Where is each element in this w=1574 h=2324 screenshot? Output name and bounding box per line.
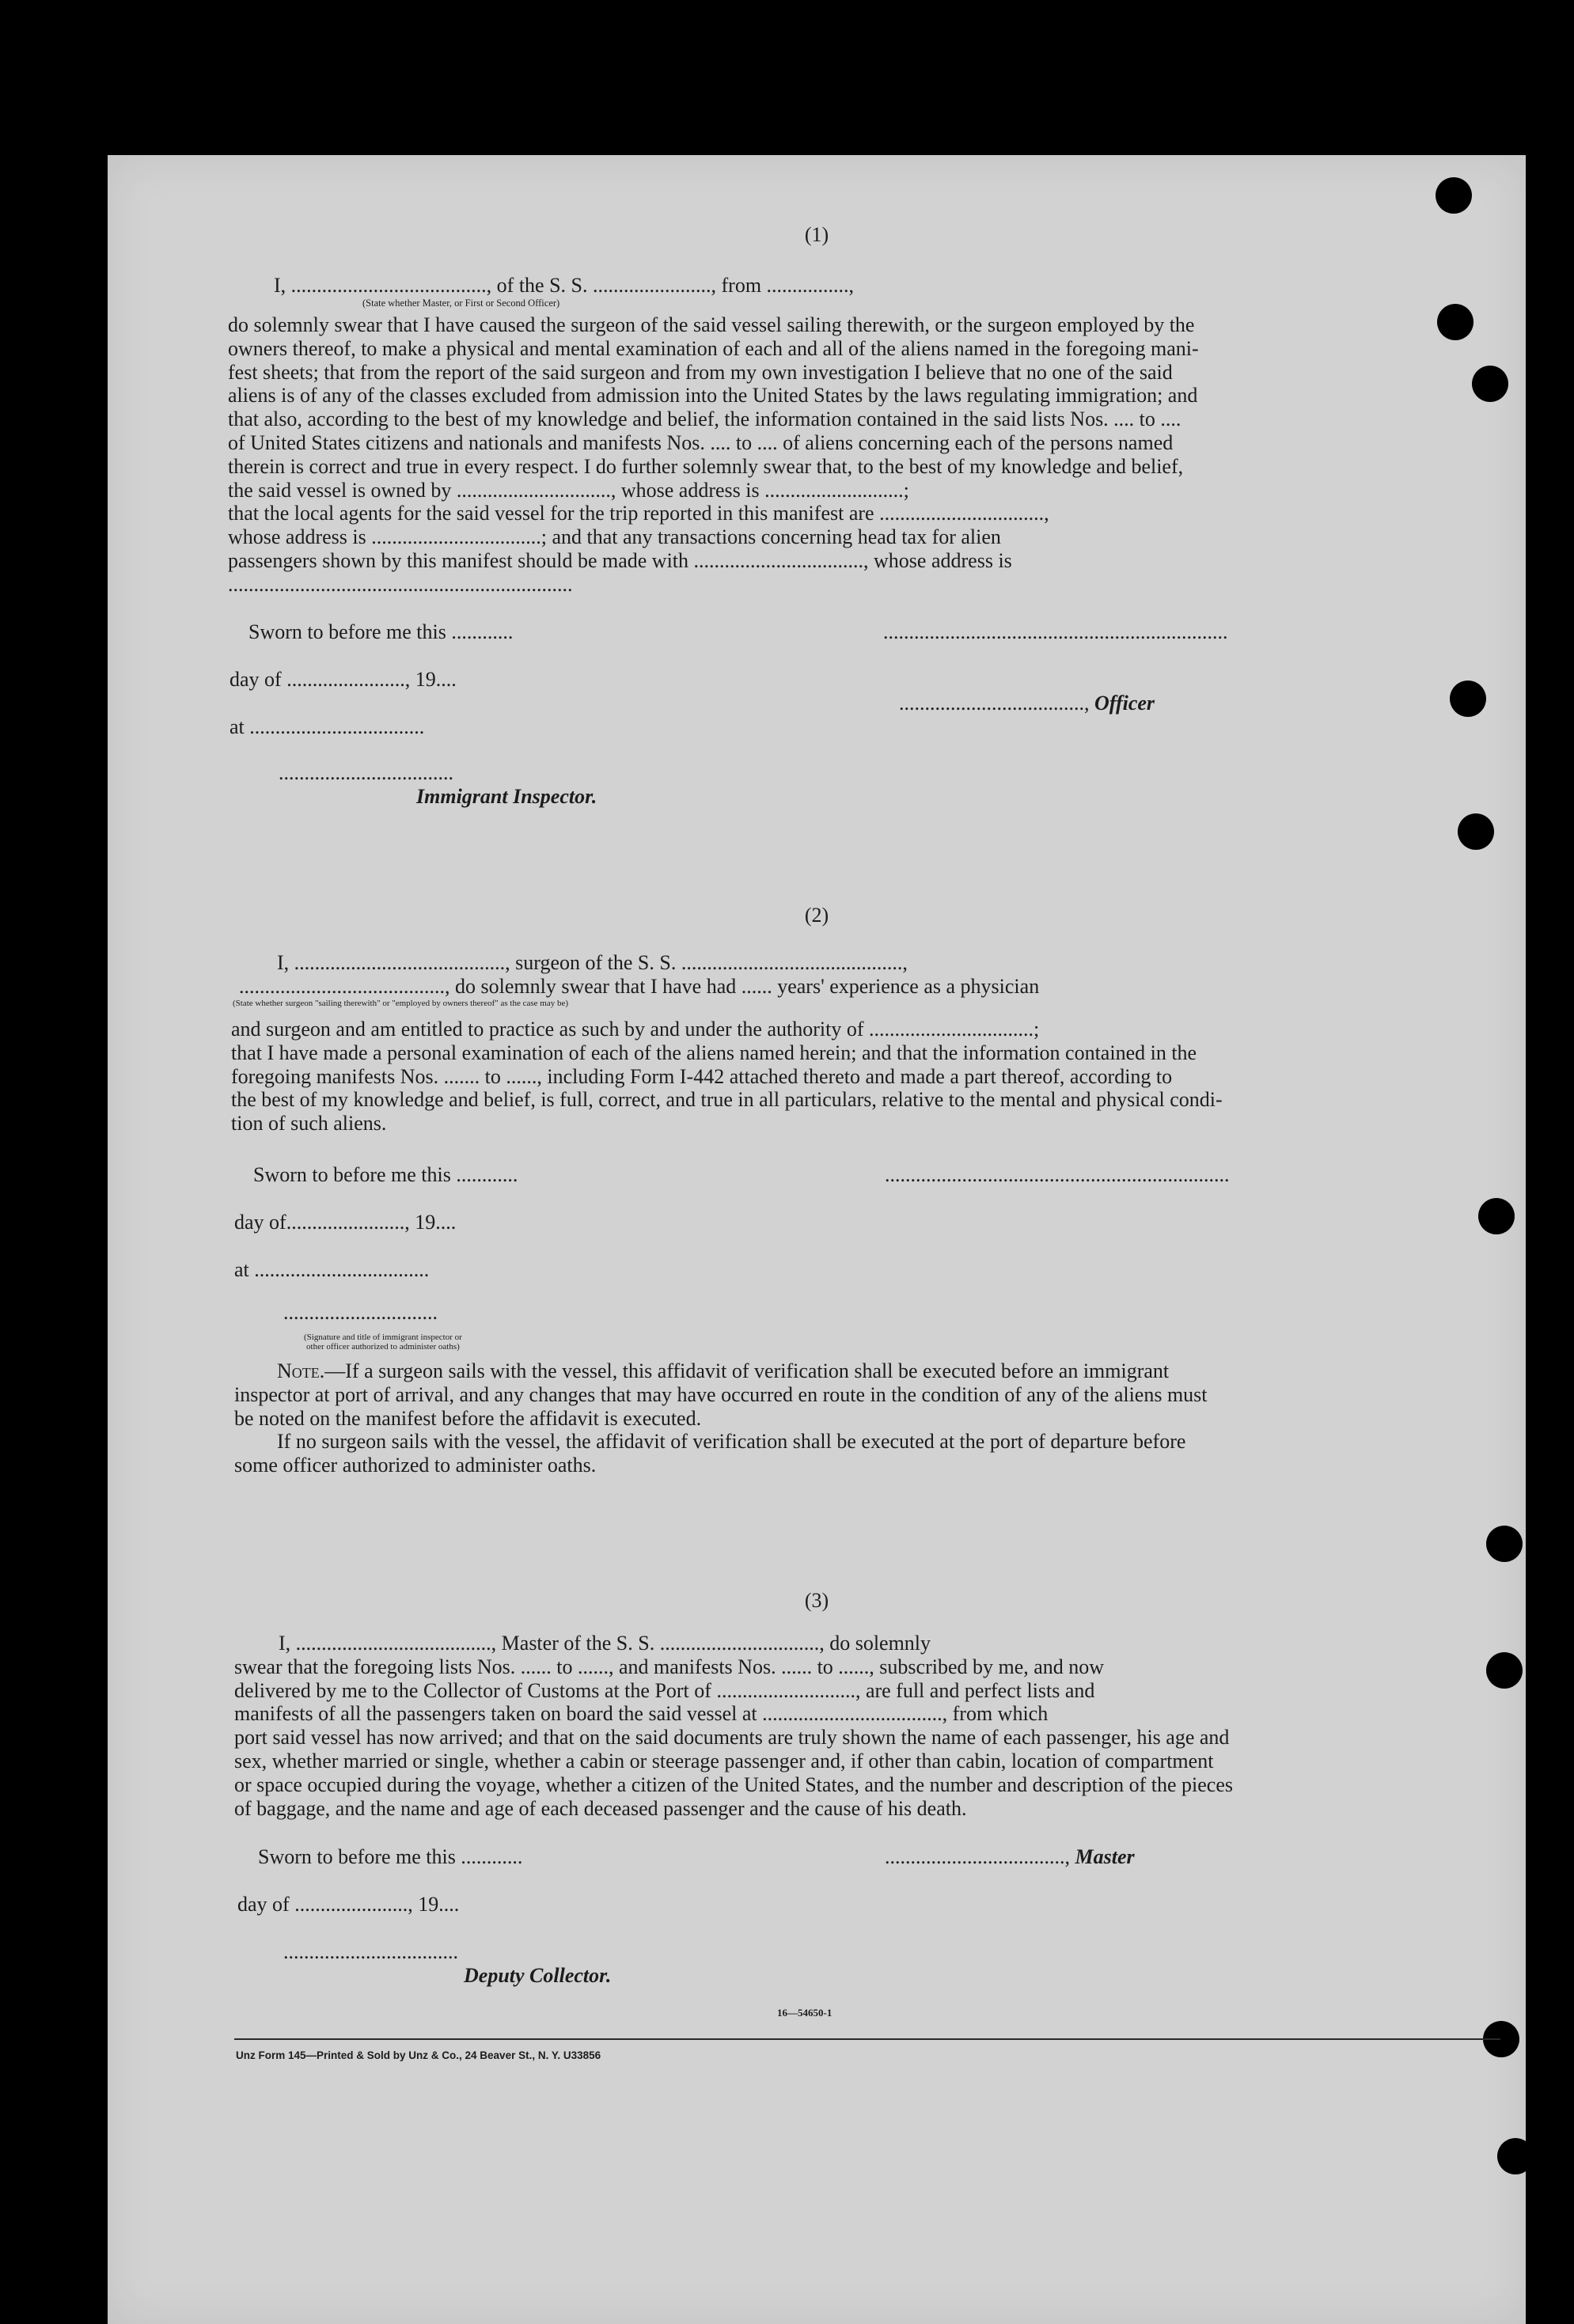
punch-hole xyxy=(1450,681,1486,717)
section-1-line: ................................................................... xyxy=(228,572,573,596)
note-line: some officer authorized to administer oaths. xyxy=(234,1454,597,1477)
section-2-line: and surgeon and am entitled to practice as such by and under the authority of ................................; xyxy=(231,1018,1040,1041)
section-1-first-line: I, ......................................, of the S. S. ......................., from ................, xyxy=(274,274,855,297)
section-3-line: of baggage, and the name and age of each deceased passenger and the cause of his death. xyxy=(234,1796,967,1820)
section-1-line: whose address is .................................; and that any transactions concerning head tax for alien xyxy=(228,525,1001,549)
section-3-line: manifests of all the passengers taken on board the said vessel at ..................................., from which xyxy=(234,1702,1049,1726)
punch-hole xyxy=(1436,177,1472,214)
section-1-first-line-note: (State whether Master, or First or Second Officer) xyxy=(362,298,560,309)
form-number: 16—54650-1 xyxy=(777,2007,833,2019)
section-3-sworn: Sworn to before me this ............ xyxy=(258,1845,523,1868)
section-1-line: passengers shown by this manifest should be made with ................................., whose address is xyxy=(228,548,1012,572)
printer-imprint: Unz Form 145—Printed & Sold by Unz & Co., 24 Beaver St., N. Y. U33856 xyxy=(236,2049,601,2061)
section-1-line: do solemnly swear that I have caused the surgeon of the said vessel sailing therewith, or the surgeon employed by the xyxy=(228,313,1195,336)
section-1-line: that also, according to the best of my knowledge and belief, the information contained in the said lists Nos. .... to .... xyxy=(228,408,1181,431)
section-3-line: delivered by me to the Collector of Customs at the Port of ..........................., are full and perfect lists and xyxy=(234,1678,1095,1702)
punch-hole xyxy=(1497,2138,1534,2174)
punch-hole xyxy=(1478,1198,1515,1234)
section-1-line: therein is correct and true in every respect. I do further solemnly swear that, to the best of my knowledge and belief, xyxy=(228,454,1184,478)
section-1-line: fest sheets; that from the report of the said surgeon and from my own investigation I believe that no one of the said xyxy=(228,360,1173,384)
section-2-body xyxy=(231,1018,1496,1135)
section-1-body xyxy=(228,313,1494,597)
section-2-second-line: ........................................, do solemnly swear that I have had ...... years' experience as a physician xyxy=(239,975,1040,998)
section-2-line: the best of my knowledge and belief, is full, correct, and true in all particulars, relative to the mental and physical condi- xyxy=(231,1088,1223,1112)
section-3-master-line xyxy=(885,1845,1135,1869)
section-1-sworn-line: ................................................................... xyxy=(883,620,1228,643)
section-3-body xyxy=(234,1632,1497,1820)
section-1-line: the said vessel is owned by .............................., whose address is ...........................; xyxy=(228,478,909,502)
section-2-signature-note xyxy=(304,1333,462,1352)
master-label: Master xyxy=(1075,1845,1135,1868)
section-3-line: port said vessel has now arrived; and that on the said documents are truly shown the name of each passenger, his age and xyxy=(234,1726,1230,1750)
section-3-day: day of ......................, 19.... xyxy=(237,1893,460,1916)
section-3-line: sex, whether married or single, whether a cabin or steerage passenger and, if other than cabin, location of compartment xyxy=(234,1749,1214,1772)
section-2-day: day of......................., 19.... xyxy=(234,1211,457,1234)
section-2-sworn-line: ................................................................... xyxy=(885,1163,1230,1186)
section-1-inspector-label: Immigrant Inspector. xyxy=(416,785,597,808)
section-3-line: or space occupied during the voyage, whether a citizen of the United States, and the number and description of the pieces xyxy=(234,1772,1234,1796)
section-3-deputy-label: Deputy Collector. xyxy=(464,1964,612,1987)
note-line: inspector at port of arrival, and any changes that may have occurred en route in the condition of any of the aliens must xyxy=(234,1382,1208,1406)
signature-note-line: (Signature and title of immigrant inspector or xyxy=(304,1333,462,1342)
officer-dots: ...................................., xyxy=(899,692,1094,715)
section-2-line: that I have made a personal examination of each of the aliens named herein; and that the information contained in the xyxy=(231,1041,1197,1064)
punch-hole xyxy=(1458,813,1494,850)
section-1-officer-line xyxy=(899,692,1155,715)
punch-hole xyxy=(1486,1526,1523,1562)
section-3-line: swear that the foregoing lists Nos. ...... to ......, and manifests Nos. ...... to ......, subscribed by me, and now xyxy=(234,1655,1105,1678)
section-2-line: foregoing manifests Nos. ....... to ......, including Form I-442 attached thereto and made a part thereof, according to xyxy=(231,1064,1173,1088)
section-1-line: that the local agents for the said vessel for the trip reported in this manifest are ................................, xyxy=(228,502,1049,525)
section-1-line: aliens is of any of the classes excluded from admission into the United States by the laws regulating immigration; and xyxy=(228,384,1198,408)
note-line: If no surgeon sails with the vessel, the affidavit of verification shall be executed at the port of departure before xyxy=(277,1430,1186,1454)
section-1-line: owners thereof, to make a physical and mental examination of each and all of the aliens named in the foregoing mani- xyxy=(228,336,1199,360)
section-1-sworn: Sworn to before me this ............ xyxy=(248,620,514,643)
master-dots: ..................................., xyxy=(885,1845,1075,1868)
section-3-number: (3) xyxy=(804,1589,829,1612)
section-2-second-line-note: (State whether surgeon "sailing therewith" or "employed by owners thereof" as the case may be) xyxy=(233,999,569,1008)
section-1-line: of United States citizens and nationals and manifests Nos. .... to .... of aliens concerning each of the persons named xyxy=(228,430,1174,454)
officer-label: Officer xyxy=(1094,692,1155,715)
section-1-number: (1) xyxy=(804,223,829,246)
section-2-sworn: Sworn to before me this ............ xyxy=(253,1163,518,1186)
footer-rule xyxy=(234,2038,1500,2040)
form-page xyxy=(108,155,1526,2324)
signature-note-line: other officer authorized to administer oaths) xyxy=(306,1342,460,1352)
section-1-at: at .................................. xyxy=(229,715,425,738)
section-2-note xyxy=(234,1359,1497,1477)
section-2-signature-dots: .............................. xyxy=(283,1301,438,1324)
section-2-number: (2) xyxy=(804,904,829,927)
section-3-deputy-dots: .................................. xyxy=(283,1940,458,1963)
section-3-line: I, ......................................, Master of the S. S. ..............................., do solemnly xyxy=(279,1632,931,1655)
note-line: be noted on the manifest before the affidavit is executed. xyxy=(234,1406,702,1430)
section-2-first-line: I, ........................................., surgeon of the S. S. ..........................................., xyxy=(277,951,908,974)
section-1-day: day of ......................., 19.... xyxy=(229,668,457,691)
note-head: Note. xyxy=(277,1359,325,1382)
section-1-inspector-dots: .................................. xyxy=(279,761,453,784)
section-2-at: at .................................. xyxy=(234,1258,430,1281)
section-2-line: tion of such aliens. xyxy=(231,1112,387,1135)
note-line: Note.—If a surgeon sails with the vessel, this affidavit of verification shall be executed before an immigrant xyxy=(277,1359,1170,1382)
